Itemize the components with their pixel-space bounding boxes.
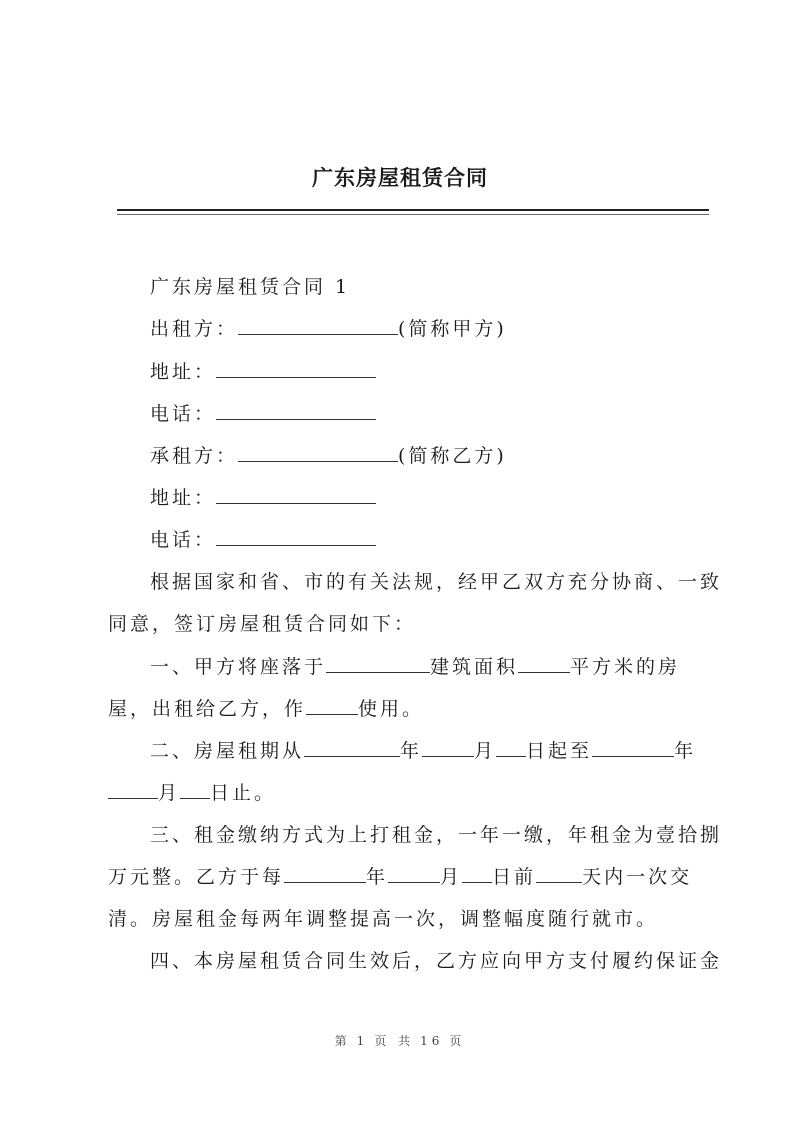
intro-text-2: 同意，签订房屋租赁合同如下： (108, 613, 417, 635)
clause-4-line-1 (150, 947, 722, 975)
clause-2-end-month-blank (108, 780, 158, 799)
lessor-phone-line (150, 400, 376, 428)
lessor-line (150, 315, 507, 343)
clause-1-area-blank (518, 654, 570, 673)
clause-3-line-1 (150, 821, 722, 849)
title-rule (117, 209, 709, 211)
lessor-address-label: 地址： (150, 361, 217, 383)
title-rule-thin (117, 214, 709, 215)
clause-2-start-year-blank (304, 738, 400, 757)
clause-3-month-blank (388, 864, 440, 883)
lessee-address-blank (216, 485, 376, 504)
lessor-phone-label: 电话： (150, 403, 217, 425)
clause-1-text-a: 一、甲方将座落于 (150, 656, 327, 678)
lessee-label: 承租方： (150, 445, 239, 467)
clause-2-text-g: 日止。 (210, 782, 277, 804)
footer-page-number: 1 (356, 1034, 369, 1048)
intro-text-1: 根据国家和省、市的有关法规，经甲乙双方充分协商、一致 (150, 571, 723, 593)
clause-3-text-3: 清。房屋租金每两年调整提高一次，调整幅度随行就市。 (108, 908, 659, 930)
contract-heading-text: 广东房屋租赁合同 1 (150, 276, 351, 298)
clause-2-text-e: 年 (674, 740, 697, 762)
clause-1-text-d: 屋，出租给乙方，作 (108, 698, 307, 720)
clause-2-text-c: 月 (474, 740, 497, 762)
lessee-phone-blank (216, 527, 376, 546)
clause-2-text-f: 月 (158, 782, 181, 804)
footer-page-prefix: 第 (334, 1034, 351, 1048)
page-footer (0, 1032, 800, 1049)
lessor-phone-blank (216, 401, 376, 420)
clause-3-text-c: 月 (440, 866, 463, 888)
lessee-address-label: 地址： (150, 487, 217, 509)
clause-2-end-day-blank (180, 780, 210, 799)
lessee-address-line (150, 484, 376, 512)
lessee-blank (238, 443, 398, 462)
clause-3-text-e: 天内一次交 (582, 866, 693, 888)
intro-line-2 (108, 610, 416, 638)
intro-line-1 (150, 568, 722, 596)
lessee-line (150, 442, 507, 470)
footer-page-suffix: 页 (449, 1034, 466, 1048)
clause-1-text-c: 平方米的房 (570, 656, 681, 678)
lessee-note: (简称乙方) (398, 445, 507, 467)
clause-3-line-2 (108, 863, 692, 891)
clause-3-line-3 (108, 905, 658, 933)
clause-2-start-day-blank (496, 738, 526, 757)
lessor-note: (简称甲方) (398, 318, 507, 340)
lessee-phone-line (150, 526, 376, 554)
clause-4-text-1: 四、本房屋租赁合同生效后，乙方应向甲方支付履约保证金 (150, 950, 723, 972)
clause-1-line-2 (108, 695, 424, 723)
clause-1-text-e: 使用。 (358, 698, 425, 720)
clause-3-text-a: 万元整。乙方于每 (108, 866, 285, 888)
footer-page-total: 16 (420, 1034, 444, 1048)
clause-3-days-blank (536, 864, 582, 883)
clause-2-text-a: 二、房屋租期从 (150, 740, 305, 762)
clause-1-line-1 (150, 653, 680, 681)
clause-3-year-blank (284, 864, 366, 883)
clause-2-line-2 (108, 779, 276, 807)
clause-3-day-blank (462, 864, 492, 883)
document-title: 广东房屋租赁合同 (312, 166, 488, 190)
lessor-blank (238, 316, 398, 335)
clause-1-location-blank (326, 654, 430, 673)
lessee-phone-label: 电话： (150, 529, 217, 551)
clause-3-text-d: 日前 (492, 866, 537, 888)
footer-page-middle: 页 共 (374, 1034, 415, 1048)
clause-2-text-b: 年 (400, 740, 423, 762)
clause-2-text-d: 日起至 (526, 740, 593, 762)
lessor-address-blank (216, 359, 376, 378)
clause-3-text-b: 年 (366, 866, 389, 888)
clause-3-text-1: 三、租金缴纳方式为上打租金，一年一缴，年租金为壹拾捌 (150, 824, 723, 846)
clause-2-line-1 (150, 737, 696, 765)
clause-2-start-month-blank (422, 738, 474, 757)
contract-heading (150, 273, 350, 301)
lessor-address-line (150, 358, 376, 386)
clause-2-end-year-blank (592, 738, 674, 757)
lessor-label: 出租方： (150, 318, 239, 340)
clause-1-use-blank (306, 696, 358, 715)
clause-1-text-b: 建筑面积 (430, 656, 519, 678)
